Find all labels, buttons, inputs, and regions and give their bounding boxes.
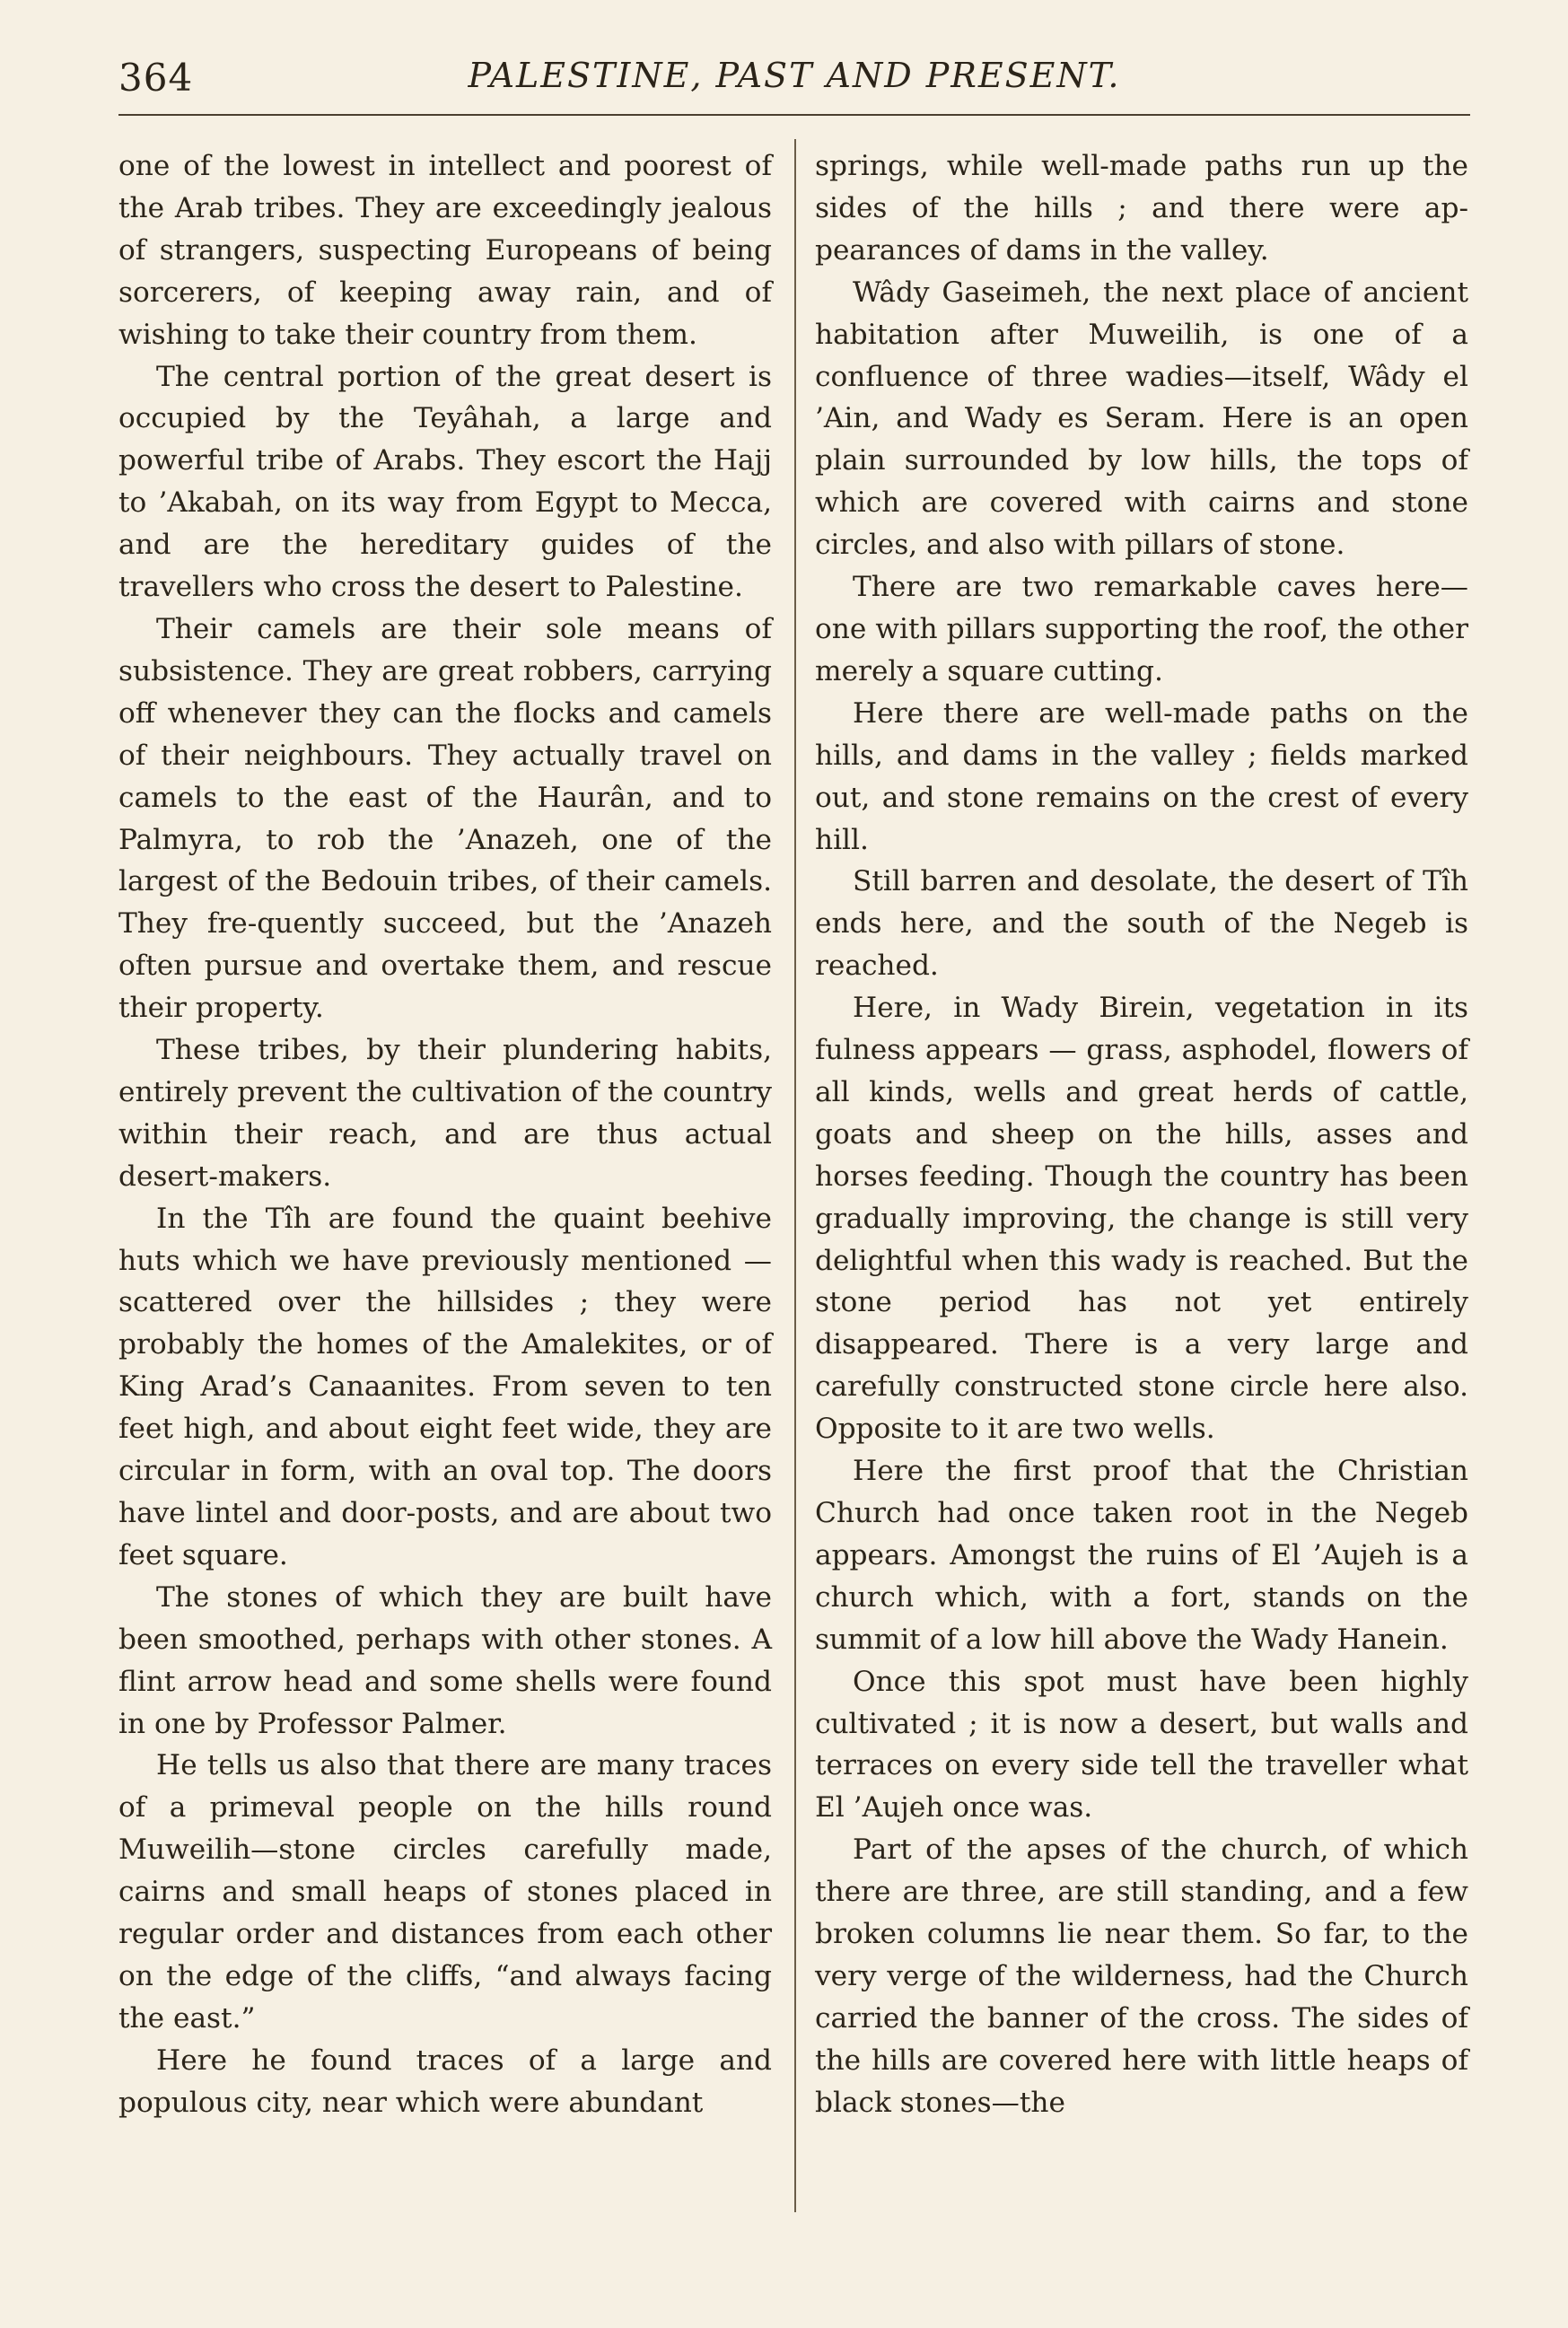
running-title: PALESTINE, PAST AND PRESENT. <box>468 56 1121 95</box>
paragraph: Once this spot must have been highly cultivated ; it is now a desert, but walls and terraces on every side tell the traveller what El ’Aujeh once was. <box>815 1665 1468 1825</box>
paragraph: There are two remarkable caves here— one with pillars supporting the roof, the other merely a square cutting. <box>815 571 1468 687</box>
right-column <box>815 145 1468 2124</box>
paragraph: He tells us also that there are many traces of a primeval people on the hills round Muweilih—stone circles carefully made, cairns and small heaps of stones placed in regular order and distances from each other on the edge of the cliffs, “and always facing the east.” <box>118 1749 772 2035</box>
paragraph: The stones of which they are built have been smoothed, perhaps with other stones. A flint arrow head and some shells were found in one by Professor Palmer. <box>118 1580 772 1740</box>
paragraph: Here the first proof that the Christian Church had once taken root in the Negeb appears. Amongst the ruins of El ’Aujeh is a church which, with a fort, stands on the summit of a low hill above the Wady Hanein. <box>815 1455 1468 1656</box>
paragraph: Their camels are their sole means of subsistence. They are great robbers, carrying off whenever they can the flocks and camels of their neighbours. They actually travel on camels to the east of the Haurân, and to Palmyra, to rob the ’Anazeh, one of the largest of the Bedouin tribes, of their camels. They fre-quently succeed, but the ’Anazeh often pursue and overtake them, and rescue their property. <box>118 612 772 1025</box>
left-column <box>118 145 772 2124</box>
paragraph: In the Tîh are found the quaint beehive huts which we have previously mentioned —scattered over the hillsides ; they were probably the homes of the Amalekites, or of King Arad’s Canaanites. From seven to ten feet high, and about eight feet wide, they are circular in form, with an oval top. The doors have lintel and door-posts, and are about two feet square. <box>118 1202 772 1571</box>
paragraph: Here, in Wady Birein, vegetation in its fulness appears — grass, asphodel, flowers of all kinds, wells and great herds of cattle, goats and sheep on the hills, asses and horses feeding. Though the country has been gradually improving, the change is still very delightful when this wady is reached. But the stone period has not yet entirely disappeared. There is a very large and carefully constructed stone circle here also. Opposite to it are two wells. <box>815 992 1468 1446</box>
running-header <box>118 52 1470 115</box>
paragraph: Here there are well-made paths on the hills, and dams in the valley ; fields marked out, and stone remains on the crest of every hill. <box>815 696 1468 856</box>
paragraph: Still barren and desolate, the desert of Tîh ends here, and the south of the Negeb is reached. <box>815 865 1468 983</box>
header-rule <box>118 114 1470 116</box>
paragraph: These tribes, by their plundering habits, entirely prevent the cultivation of the country within their reach, and are thus actual desert-makers. <box>118 1034 772 1193</box>
page-number: 364 <box>118 56 194 100</box>
paragraph: Here he found traces of a large and populous city, near which were abundant <box>118 2044 772 2119</box>
paragraph: The central portion of the great desert is occupied by the Teyâhah, a large and powerful tribe of Arabs. They escort the Hajj to ’Akabah, on its way from Egypt to Mecca, and are the hereditary guides of the travellers who cross the desert to Palestine. <box>118 360 772 604</box>
paragraph: Wâdy Gaseimeh, the next place of ancient habitation after Muweilih, is one of a confluence of three wadies—itself, Wâdy el ’Ain, and Wady es Seram. Here is an open plain surrounded by low hills, the tops of which are covered with cairns and stone circles, and also with pillars of stone. <box>815 276 1468 562</box>
column-divider <box>794 139 796 2212</box>
paragraph: springs, while well-made paths run up the sides of the hills ; and there were ap-pearances of dams in the valley. <box>815 150 1468 267</box>
paragraph: Part of the apses of the church, of which there are three, are still standing, and a few broken columns lie near them. So far, to the very verge of the wilderness, had the Church carried the banner of the cross. The sides of the hills are covered here with little heaps of black stones—the <box>815 1834 1468 2119</box>
paragraph: one of the lowest in intellect and poorest of the Arab tribes. They are exceedingly jealous of strangers, suspecting Europeans of being sorcerers, of keeping away rain, and of wishing to take their country from them. <box>118 150 772 351</box>
